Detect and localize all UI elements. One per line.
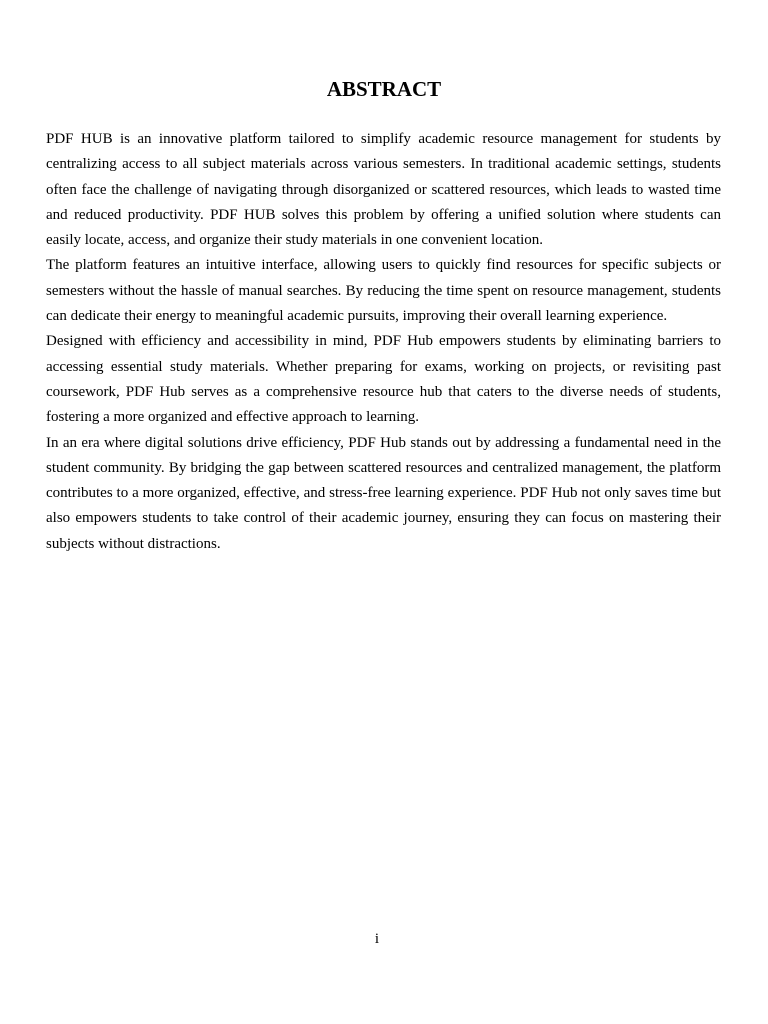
abstract-paragraph-3: Designed with efficiency and accessibility in mind, PDF Hub empowers students by eliminating barriers to accessing essential study materials. Whether preparing for exams, working on projects, or revisiting past coursework, PDF Hub serves as a comprehensive resource hub that caters to the diverse needs of students, fostering a more organized and effective approach to learning. xyxy=(46,333,721,426)
abstract-paragraph-2: The platform features an intuitive interface, allowing users to quickly find resources for specific subjects or semesters without the hassle of manual searches. By reducing the time spent on resource management, students can dedicate their energy to meaningful academic pursuits, improving their overall learning experience. xyxy=(46,257,721,325)
abstract-body xyxy=(46,127,721,557)
abstract-paragraph-4: In an era where digital solutions drive efficiency, PDF Hub stands out by addressing a fundamental need in the student community. By bridging the gap between scattered resources and centralized management, the platform contributes to a more organized, effective, and stress-free learning experience. PDF Hub not only saves time but also empowers students to take control of their academic journey, ensuring they can focus on mastering their subjects without distractions. xyxy=(46,434,721,552)
abstract-paragraph-1: PDF HUB is an innovative platform tailored to simplify academic resource management for students by centralizing access to all subject materials across various semesters. In traditional academic settings, students often face the challenge of navigating through disorganized or scattered resources, which leads to wasted time and reduced productivity. PDF HUB solves this problem by offering a unified solution where students can easily locate, access, and organize their study materials in one convenient location. xyxy=(46,131,721,249)
page-title: ABSTRACT xyxy=(326,77,442,101)
page-number: i xyxy=(374,931,380,947)
